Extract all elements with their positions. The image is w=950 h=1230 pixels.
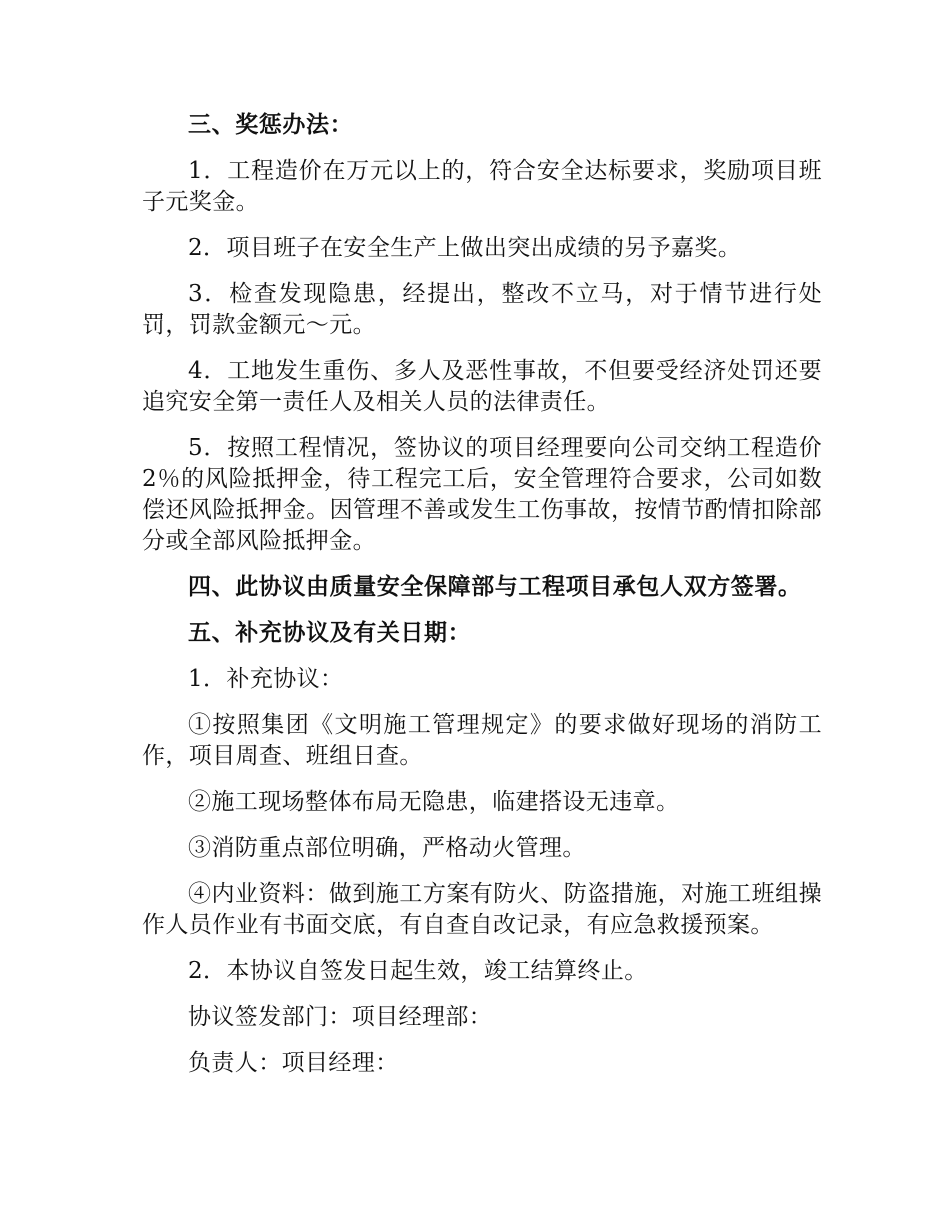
paragraph-penalty-accidents: 4．工地发生重伤、多人及恶性事故，不但要受经济处罚还要追究安全第一责任人及相关人员的法律责任。 — [142, 358, 822, 415]
paragraph-penalty-hazards: 3．检查发现隐患，经提出，整改不立马，对于情节进行处罚，罚款金额元～元。 — [142, 281, 822, 338]
paragraph-fire-safety-rules: ①按照集团《文明施工管理规定》的要求做好现场的消防工作，项目周查、班组日查。 — [142, 712, 822, 769]
paragraph-effective-date: 2．本协议自签发日起生效，竣工结算终止。 — [188, 958, 648, 984]
paragraph-internal-records: ④内业资料：做到施工方案有防火、防盗措施，对施工班组操作人员作业有书面交底，有自查自改记录，有应急救援预案。 — [142, 881, 822, 938]
paragraph-supplementary-title: 1．补充协议： — [188, 666, 344, 692]
paragraph-reward-cost-threshold: 1．工程造价在万元以上的，符合安全达标要求，奖励项目班子元奖金。 — [142, 158, 822, 215]
section-heading-supplementary: 五、补充协议及有关日期： — [188, 620, 472, 646]
section-heading-rewards-penalties: 三、奖惩办法： — [188, 112, 354, 138]
paragraph-reward-outstanding: 2．项目班子在安全生产上做出突出成绩的另予嘉奖。 — [188, 235, 742, 261]
paragraph-key-areas: ③消防重点部位明确，严格动火管理。 — [188, 835, 586, 861]
section-heading-signing: 四、此协议由质量安全保障部与工程项目承包人双方签署。 — [188, 574, 802, 600]
paragraph-site-layout: ②施工现场整体布局无隐患，临建搭设无违章。 — [188, 789, 680, 815]
paragraph-risk-deposit: 5．按照工程情况，签协议的项目经理要向公司交纳工程造价2％的风险抵押金，待工程完工后，安全管理符合要求，公司如数偿还风险抵押金。因管理不善或发生工伤事故，按情节酌情扣除部分或全部风险抵押金。 — [142, 435, 822, 554]
signature-department-line: 协议签发部门：项目经理部： — [188, 1004, 493, 1030]
signature-person-line: 负责人：项目经理： — [188, 1050, 399, 1076]
document-body — [142, 110, 822, 1094]
